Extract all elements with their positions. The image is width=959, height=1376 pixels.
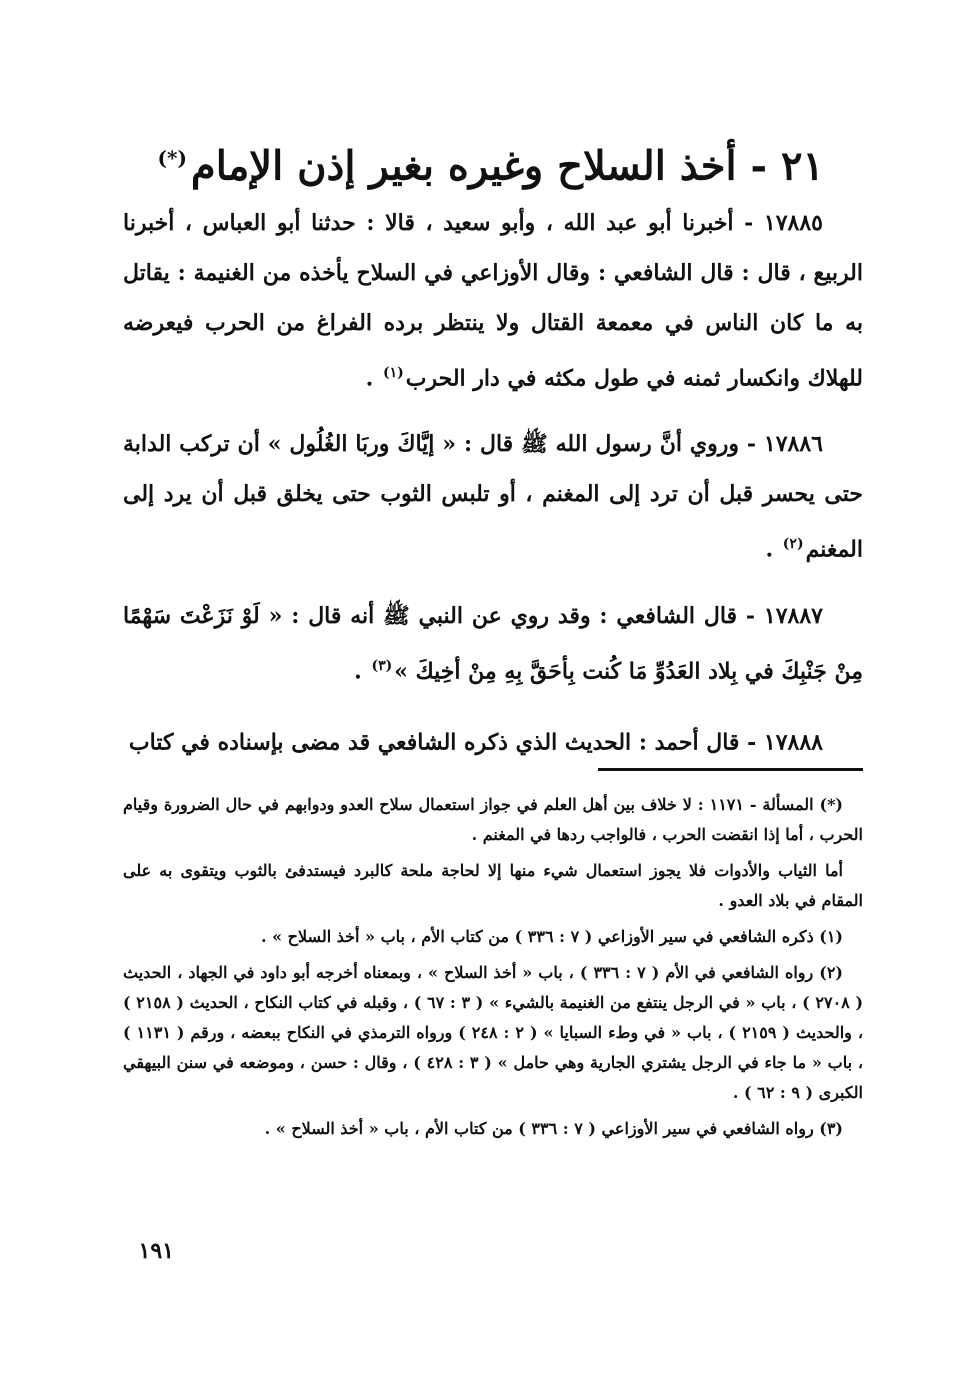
main-text [123, 198, 863, 783]
footnote-separator [598, 768, 863, 771]
chapter-title-footnote-marker: (*) [157, 146, 187, 170]
footnote: (٢) رواه الشافعي في الأم ( ٧ : ٣٣٦ ) ، باب « أخذ السلاح » ، وبمعناه أخرجه أبو داود في الجهاد ، الحديث ( ٢٧٠٨ ) ، باب « في الرجل ينتفع من الغنيمة بالشيء » ( ٣ : ٦٧ ) ، وقبله في كتاب النكاح ، الحديث ( ٢١٥٨ ) ، والحديث ( ٢١٥٩ ) ، باب « في وطء السبايا » ( ٢ : ٢٤٨ ) ورواه الترمذي في النكاح ببعضه ، ورقم ( ١١٣١ ) ، باب « ما جاء في الرجل يشتري الجارية وهي حامل » ( ٣ : ٤٢٨ ) ، وقال : حسن ، وموضعه في سنن البيهقي الكبرى ( ٩ : ٦٢ ) . [123, 963, 864, 1102]
paragraph-text: - وروي أنَّ رسول الله ﷺ قال : « إيَّاكَ وربَا الغُلُول » أن تركب الدابة حتى يحسر قبل أن ترد إلى المغنم ، أو تلبس الثوب حتى يخلق قبل أن يرد إلى المغنم [123, 431, 863, 563]
footnote: أما الثياب والأدوات فلا يجوز استعمال شيء منها إلا لحاجة ملحة كالبرد فيستدفئ بالثوب ويتقوى به على المقام في بلاد العدو . [123, 861, 863, 910]
hadith-paragraph [123, 712, 863, 767]
chapter-title [134, 128, 824, 196]
footnote-reference: (٣) [371, 657, 393, 674]
footnote: (١) ذكره الشافعي في سير الأوزاعي ( ٧ : ٣٣٦ ) من كتاب الأم ، باب « أخذ السلاح » . [260, 927, 843, 946]
paragraph-text: - أخبرنا أبو عبد الله ، وأبو سعيد ، قالا : حدثنا أبو العباس ، أخبرنا الربيع ، قال : قال الشافعي : وقال الأوزاعي في السلاح يأخذه من الغنيمة : يقاتل به ما كان الناس في معمعة القتال ولا ينتظر برده الفراغ من الحرب فيعرضه للهلاك وانكسار ثمنه في طول مكثه في دار الحرب [123, 210, 863, 392]
paragraph-number: ١٧٨٨٧ [763, 602, 823, 629]
paragraph-number: ١٧٨٨٨ [763, 729, 823, 756]
hadith-paragraph [123, 198, 863, 403]
paragraph-end: . [765, 536, 781, 563]
paragraph-end: . [354, 657, 370, 684]
hadith-paragraph [123, 419, 863, 574]
footnote-reference: (٢) [782, 536, 804, 553]
footnote: (٣) رواه الشافعي في سير الأوزاعي ( ٧ : ٣٣٦ ) من كتاب الأم ، باب « أخذ السلاح » . [264, 1119, 843, 1138]
paragraph-end: . [365, 365, 381, 392]
paragraph-number: ١٧٨٨٥ [763, 210, 823, 236]
footnote: (*) المسألة - ١١٧١ : لا خلاف بين أهل العلم في جواز استعمال سلاح العدو ودوابهم في حال الضرورة وقيام الحرب ، أما إذا انقضت الحرب ، فالواجب ردها في المغنم . [123, 795, 863, 844]
paragraph-text: - قال الشافعي : وقد روي عن النبي ﷺ أنه قال : « لَوْ نَزَعْتَ سَهْمًا مِنْ جَنْبِكَ في بِلاد العَدُوِّ مَا كُنت بِأحَقَّ بِهِ مِنْ أخِيكَ » [123, 602, 863, 684]
paragraph-text: - قال أحمد : الحديث الذي ذكره الشافعي قد مضى بإسناده في كتاب [128, 729, 764, 756]
footnotes-section [123, 790, 863, 1150]
page-number: ١٩١ [138, 1238, 174, 1264]
hadith-paragraph [123, 591, 863, 696]
paragraph-number: ١٧٨٨٦ [763, 431, 823, 458]
chapter-title-text: ٢١ - أخذ السلاح وغيره بغير إذن الإمام [190, 142, 824, 190]
footnote-reference: (١) [382, 365, 404, 381]
